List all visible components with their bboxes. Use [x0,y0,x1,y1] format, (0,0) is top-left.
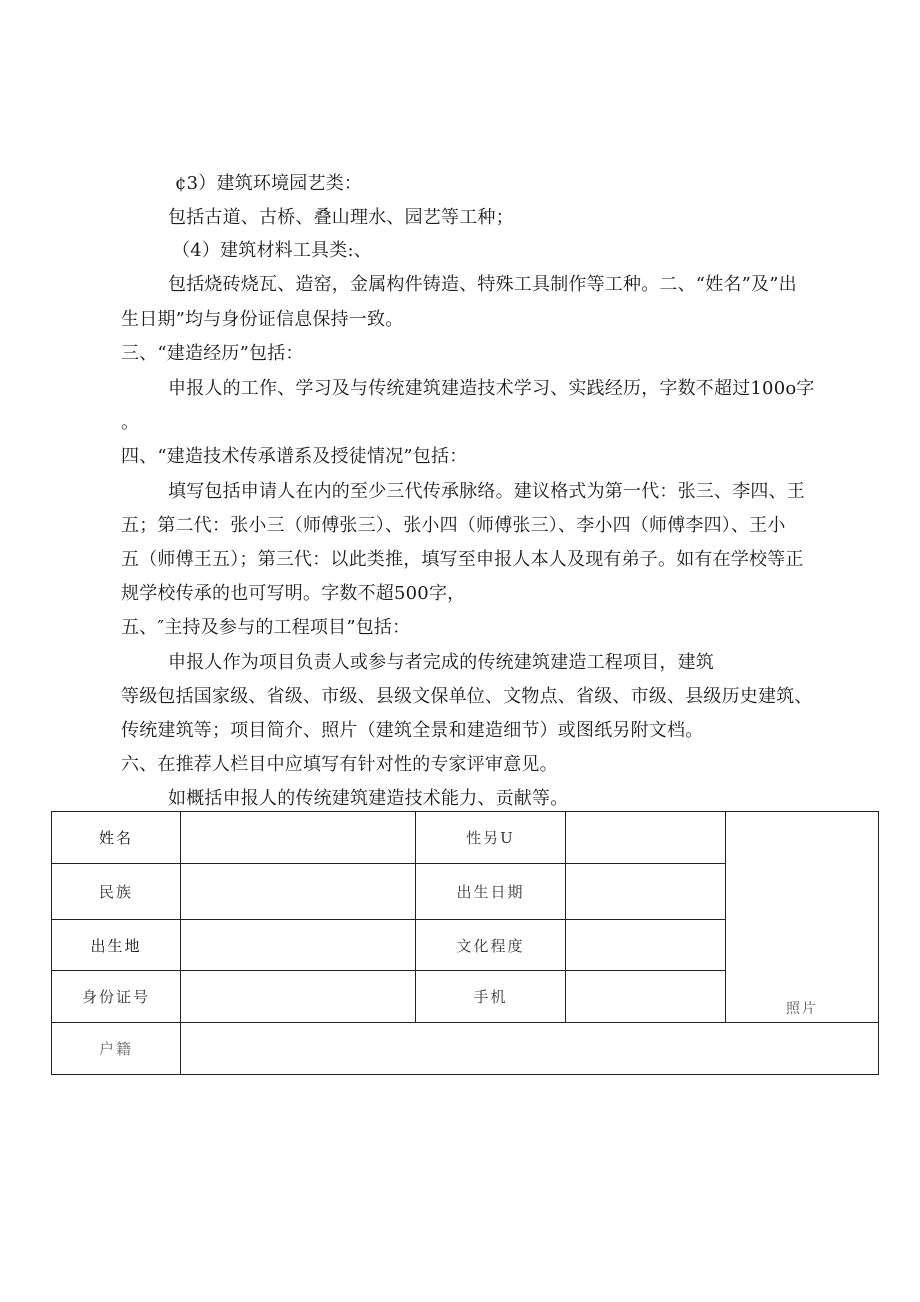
text-line: ¢3）建筑环境园艺类： [175,173,363,194]
text-line: 申报人的工作、学习及与传统建筑建造技术学习、实践经历，字数不超过100o字 [168,378,815,399]
birthdate-label: 出生日期 [416,864,566,920]
table-row [52,1023,879,1075]
education-field[interactable] [566,920,726,971]
gender-field[interactable] [566,812,726,864]
household-field[interactable] [181,1023,879,1075]
section-heading: 三、“建造经历”包括： [121,343,304,364]
household-label: 户籍 [52,1023,181,1075]
text-line: 包括古道、古桥、叠山理水、园艺等工种； [168,207,514,228]
text-line: 包括烧砖烧瓦、造窑，金属构件铸造、特殊工具制作等工种。二、“姓名”及”出 [168,274,797,295]
ethnicity-field[interactable] [181,864,416,920]
photo-label: 照片 [786,1001,818,1017]
birthplace-label: 出生地 [52,920,181,971]
text-line: 。 [121,412,140,433]
id-number-field[interactable] [181,971,416,1023]
education-label: 文化程度 [416,920,566,971]
gender-label: 性另U [416,812,566,864]
section-heading: 四、“建造技术传承谱系及授徒情况”包括： [121,446,468,467]
birthdate-field[interactable] [566,864,726,920]
text-line: 规学校传承的也可写明。字数不超500字， [121,583,466,604]
text-line: 如概括申报人的传统建筑建造技术能力、贡献等。 [168,788,569,809]
section-heading: 六、在推荐人栏目中应填写有针对性的专家评审意见。 [121,754,558,775]
text-line: 生日期”均与身份证信息保持一致。 [121,309,404,330]
photo-cell[interactable] [726,812,879,1023]
text-line: （4）建筑材料工具类:、 [172,240,372,261]
phone-field[interactable] [566,971,726,1023]
table-row [52,812,879,864]
applicant-info-table [51,811,879,1075]
name-label: 姓名 [52,812,181,864]
phone-label: 手机 [416,971,566,1023]
name-field[interactable] [181,812,416,864]
id-number-label: 身份证号 [52,971,181,1023]
text-line: 申报人作为项目负责人或参与者完成的传统建筑建造工程项目，建筑 [168,652,714,673]
text-line: 传统建筑等；项目简介、照片（建筑全景和建造细节）或图纸另附文档。 [121,720,704,741]
text-line: 五；第二代：张小三（师傅张三）、张小四（师傅张三）、李小四（师傅李四）、王小 [121,515,786,536]
text-line: 填写包括申请人在内的至少三代传承脉络。建议格式为第一代：张三、李四、王 [168,481,805,502]
text-line: 等级包括国家级、省级、市级、县级文保单位、文物点、省级、市级、县级历史建筑、 [121,686,813,707]
ethnicity-label: 民族 [52,864,181,920]
text-line: 五（师傅王五）；第三代：以此类推，填写至申报人本人及现有弟子。如有在学校等正 [121,549,804,570]
section-heading: 五、″主持及参与的工程项目”包括： [121,617,411,638]
birthplace-field[interactable] [181,920,416,971]
